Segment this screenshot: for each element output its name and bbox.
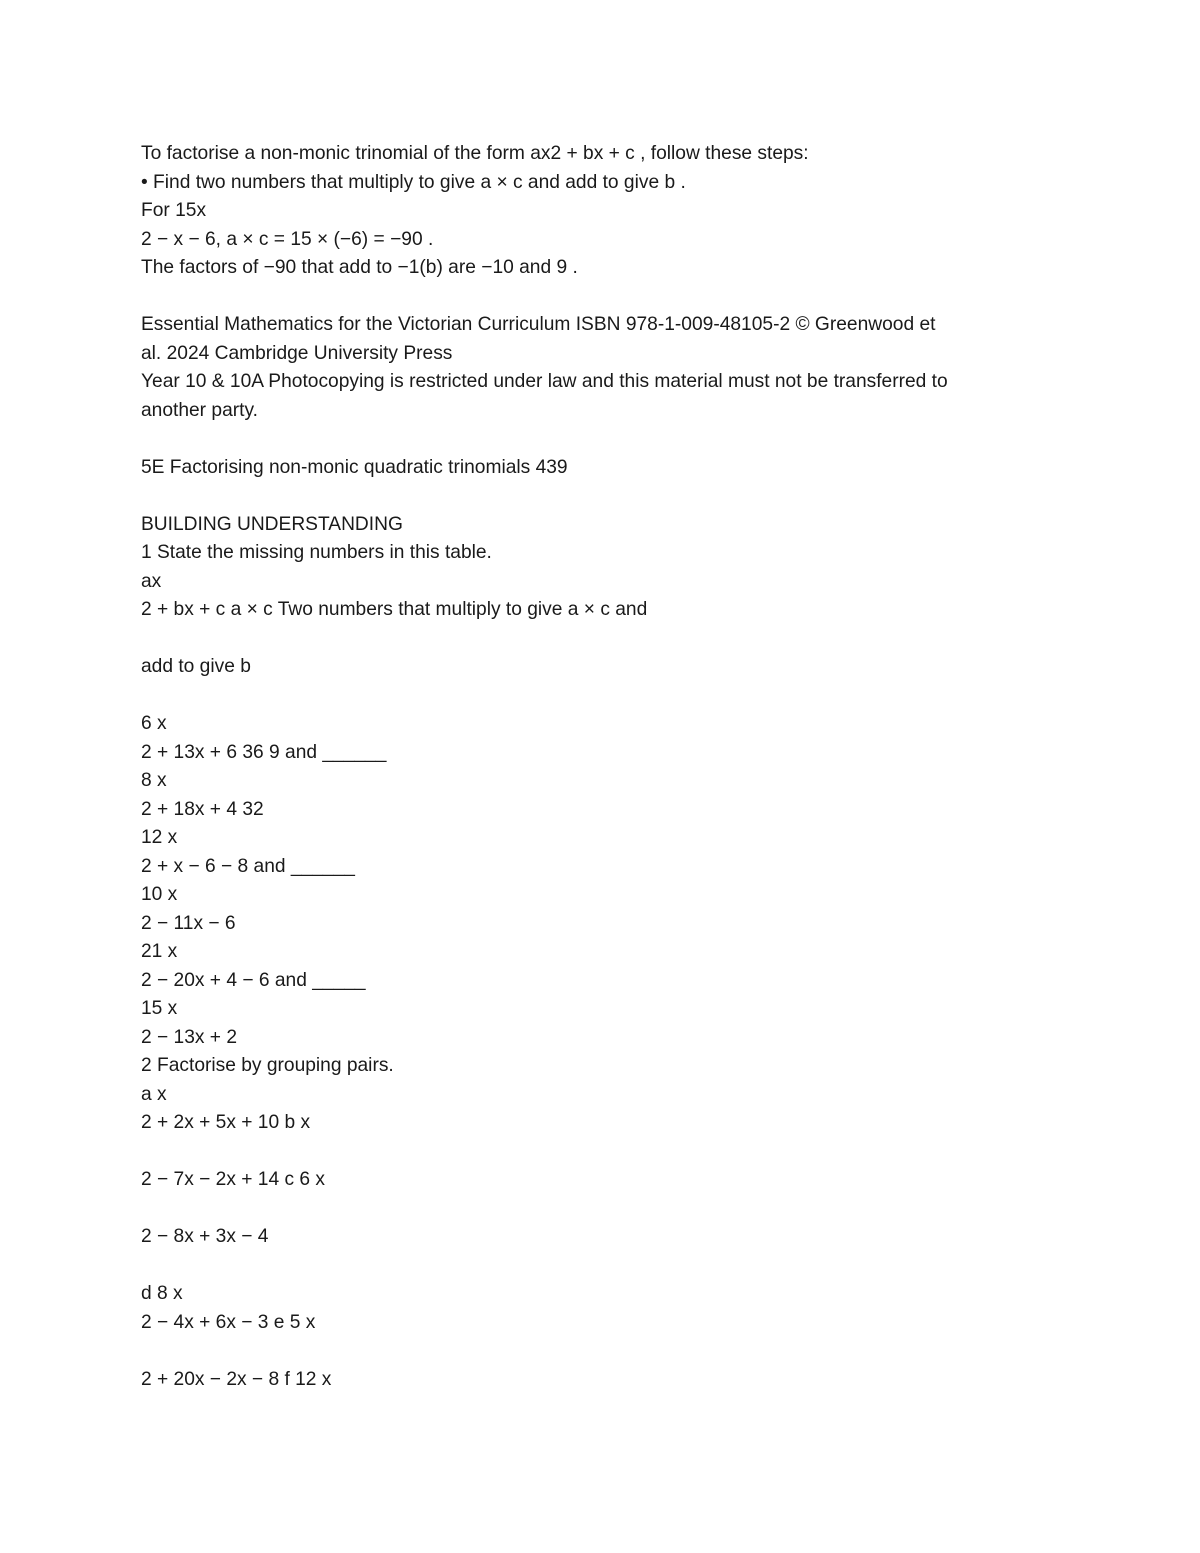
table-header: add to give b [141,656,251,677]
question-2-line: 2 + 20x − 2x − 8 f 12 x [141,1368,332,1390]
table-row: 2 + x − 6 − 8 and ______ [141,855,355,877]
table-row: 2 + 18x + 4 32 [141,798,264,820]
table-row: 15 x [141,998,178,1019]
table-header: ax [141,570,162,592]
intro-line: 2 − x − 6, a × c = 15 × (−6) = −90 . [141,228,434,250]
spacer [141,425,1061,454]
building-title: BUILDING UNDERSTANDING [141,513,403,535]
intro-bullet: • Find two numbers that multiply to give a × c and add to give b . [141,171,686,193]
intro-line: For 15x [141,200,207,221]
spacer [141,1195,1061,1224]
table-row: 2 − 20x + 4 − 6 and _____ [141,969,366,991]
table-header: 2 + bx + c a × c Two numbers that multiply to give a × c and [141,599,648,620]
copyright-line: Essential Mathematics for the Victorian Curriculum ISBN 978-1-009-48105-2 © Greenwood et [141,314,936,335]
spacer [141,1252,1061,1281]
spacer [141,1337,1061,1366]
copyright-line: Year 10 & 10A Photocopying is restricted under law and this material must not be transferred to [141,371,948,392]
question-2-line: a x [141,1083,167,1105]
table-row: 6 x [141,713,167,734]
table-row: 2 + 13x + 6 36 9 and ______ [141,741,387,763]
intro-line: To factorise a non-monic trinomial of the form ax2 + bx + c , follow these steps: [141,143,809,164]
copyright-line: another party. [141,399,258,421]
copyright-line: al. 2024 Cambridge University Press [141,342,453,364]
table-row: 12 x [141,827,178,848]
question-2-line: 2 − 8x + 3x − 4 [141,1226,269,1247]
question-2: 2 Factorise by grouping pairs. [141,1055,394,1076]
spacer [141,482,1061,511]
spacer [141,283,1061,312]
document-text [141,140,1061,1394]
question-2-line: 2 + 2x + 5x + 10 b x [141,1112,311,1133]
question-2-line: d 8 x [141,1283,183,1304]
table-row: 2 − 11x − 6 [141,912,236,934]
table-row: 2 − 13x + 2 [141,1026,238,1048]
section-header: 5E Factorising non-monic quadratic trinomials 439 [141,456,568,478]
spacer [141,1138,1061,1167]
intro-line: The factors of −90 that add to −1(b) are −10 and 9 . [141,257,578,278]
table-row: 10 x [141,884,178,905]
question-2-line: 2 − 4x + 6x − 3 e 5 x [141,1311,316,1333]
spacer [141,682,1061,711]
question-2-line: 2 − 7x − 2x + 14 c 6 x [141,1169,325,1190]
table-row: 8 x [141,770,167,791]
spacer [141,625,1061,654]
table-row: 21 x [141,941,178,962]
question-1: 1 State the missing numbers in this table. [141,542,492,563]
